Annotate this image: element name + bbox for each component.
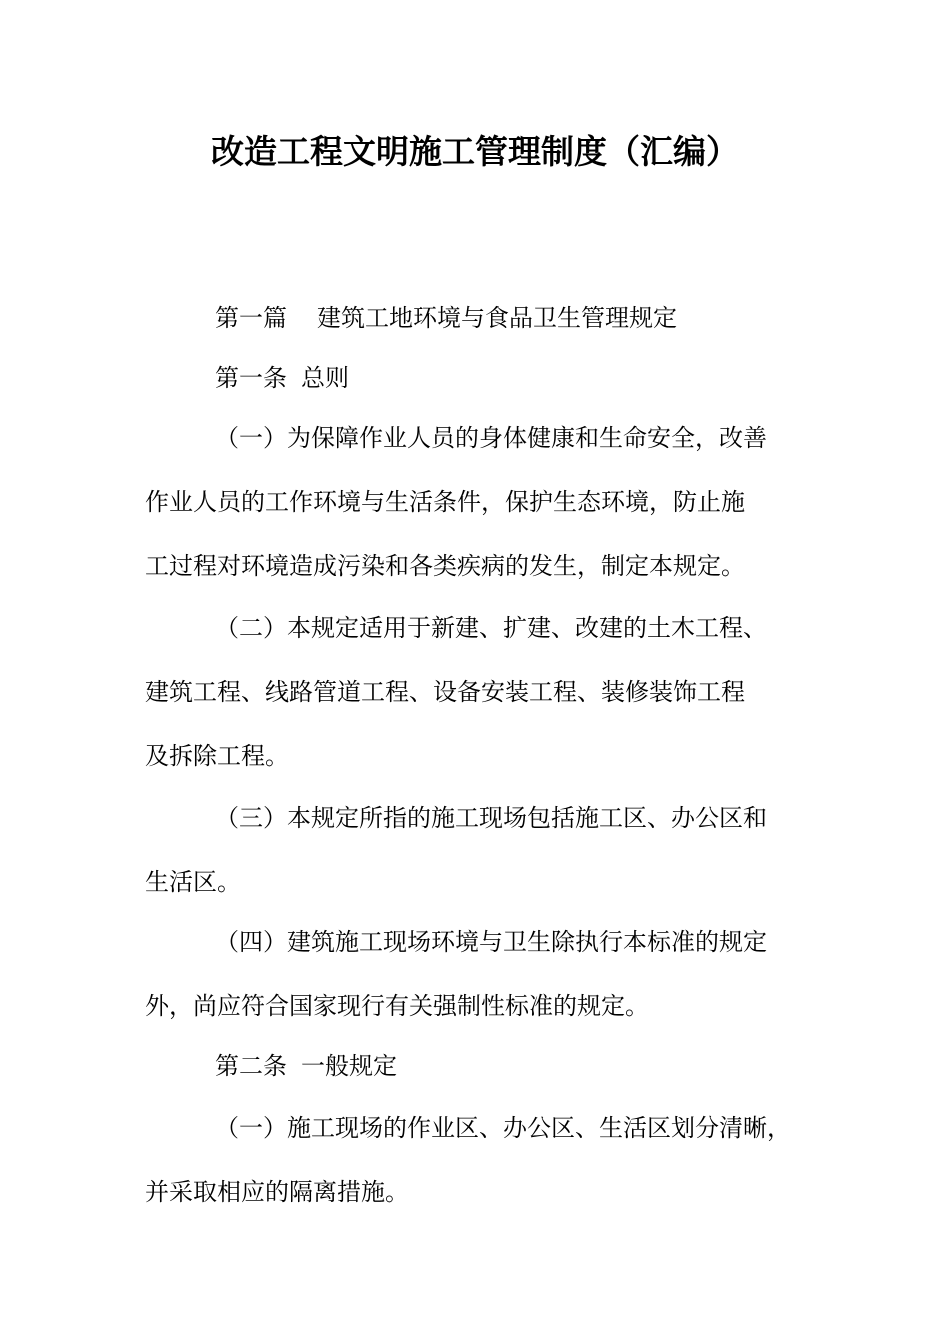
paragraph-1-line-2: 作业人员的工作环境与生活条件，保护生态环境，防止施 (145, 488, 745, 516)
paragraph-4-line-2: 外，尚应符合国家现行有关强制性标准的规定。 (145, 992, 649, 1020)
document-title: 改造工程文明施工管理制度（汇编） (211, 132, 739, 171)
paragraph-5-line-2: 并采取相应的隔离措施。 (145, 1178, 409, 1206)
article-1-text: 总则 (301, 364, 349, 392)
paragraph-1-line-3: 工过程对环境造成污染和各类疾病的发生，制定本规定。 (145, 552, 745, 580)
paragraph-5-line-1: （一）施工现场的作业区、办公区、生活区划分清晰， (215, 1114, 791, 1142)
paragraph-2-line-2: 建筑工程、线路管道工程、设备安装工程、装修装饰工程 (145, 678, 745, 706)
article-2-label: 第二条 (215, 1052, 287, 1080)
article-1-label: 第一条 (215, 364, 287, 392)
paragraph-2-line-1: （二）本规定适用于新建、扩建、改建的土木工程、 (215, 614, 767, 642)
paragraph-3-line-1: （三）本规定所指的施工现场包括施工区、办公区和 (215, 804, 767, 832)
part-heading (215, 300, 677, 336)
part-heading-label: 第一篇 (215, 304, 287, 332)
article-2-text: 一般规定 (301, 1052, 397, 1080)
article-heading-1 (215, 360, 349, 396)
paragraph-2-line-3: 及拆除工程。 (145, 742, 289, 770)
article-heading-2 (215, 1048, 397, 1084)
paragraph-4-line-1: （四）建筑施工现场环境与卫生除执行本标准的规定 (215, 928, 767, 956)
paragraph-1-line-1: （一）为保障作业人员的身体健康和生命安全，改善 (215, 424, 767, 452)
part-heading-text: 建筑工地环境与食品卫生管理规定 (317, 304, 677, 332)
paragraph-3-line-2: 生活区。 (145, 868, 241, 896)
